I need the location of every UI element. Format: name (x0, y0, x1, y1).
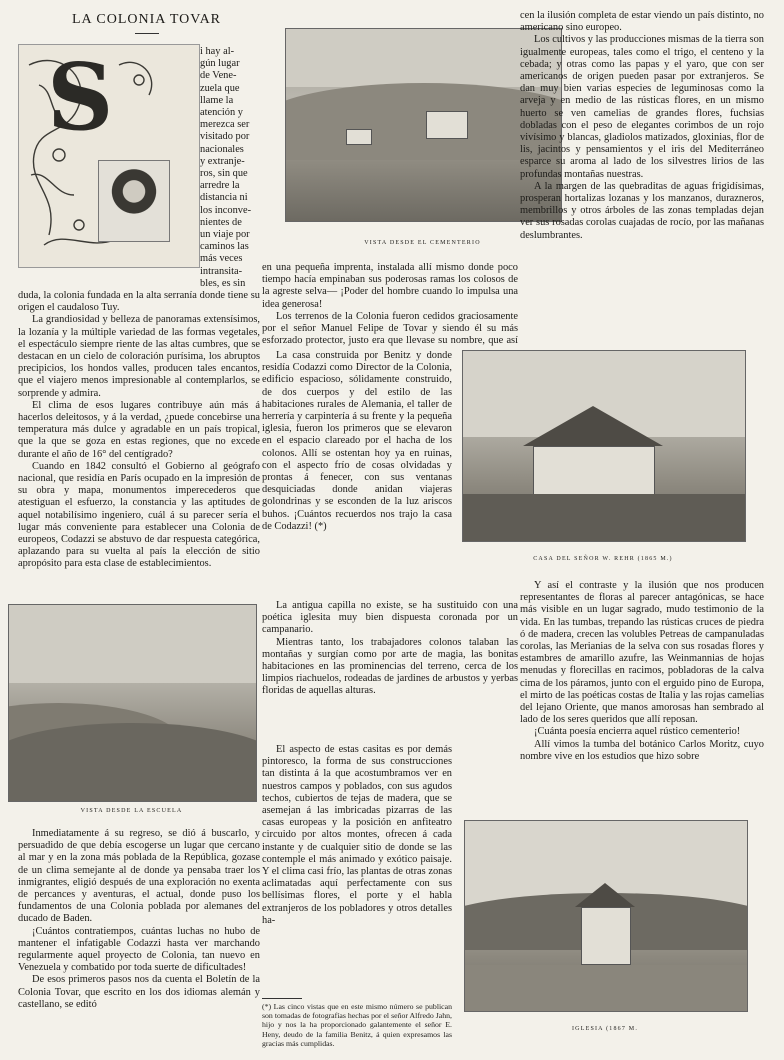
paragraph: cen la ilusión completa de estar viendo un país distinto, no americano sino europeo. (520, 10, 764, 34)
column-1-upper (18, 290, 260, 594)
column-1-lower (18, 828, 260, 1056)
dropcap-text-line: zuela que (200, 82, 240, 94)
dropcap-text-line: de Vene- (200, 70, 237, 82)
paragraph: El clima de esos lugares contribuye aún más á hacerlos deleitosos, y á la verdad, ¿puede concebirse una temperatura más dulce y agradable en un país tropical, que la que se goza en estas regiones, que no excede durante el año de 16° del centígrado? (18, 399, 260, 460)
title-rule (135, 33, 159, 34)
paragraph: ¡Cuánta poesía encierra aquel rústico cementerio! (534, 726, 741, 738)
caption-escuela: VISTA DESDE LA ESCUELA (80, 808, 183, 814)
paragraph: La grandiosidad y belleza de panoramas extensísimos, la lozanía y la múltiple variedad de las formas vegetales, el espectáculo siempre riente de las altas cumbres, que se destacan en un cielo de coloración purísima, los abruptos precipicios, los hondos valles, producen tales encantos, que el viajero menos impresionable al contemplarlos, se sorprende y admira. (18, 314, 260, 399)
dropcap-text-line: más veces (200, 253, 243, 265)
dropcap-text-line: un viaje por (200, 229, 250, 241)
paragraph: El aspecto de estas casitas es por demás pintoresco, la forma de sus construcciones tan distinta á la que acostumbramos ver en nuestros campos y poblados, con sus agudos techos, cubiertos de tejas de madera, que se asemejan á las imbricadas pizarras de las casas europeas y la posición en anfiteatro circuido por altos montes, ofrecen á cada instante y de cualquier sitio de donde se las contemple el más animado y exótico paisaje. Y el clima casi frío, las plantas de otras zonas aclimatadas aquí perfectamente con sus bellísimas flores, el porte y el habla extranjeros de los pobladores y otros detalles ha- (262, 744, 452, 926)
dropcap-text-line: ros, sin que (200, 168, 248, 180)
paragraph: Inmediatamente á su regreso, se dió á buscarlo, y persuadido de que debía escogerse un lugar que cercano al mar y en la zona más poblada de la República, gozase de un clima semejante al de donde ya pensaba traer los inmigrantes, eligió después de una exploración no exenta de percances y aventuras, el actual, donde puso los fundamentos de una Colonia poblada por alemanes del ducado de Baden. (18, 828, 260, 925)
footnote: (*) Las cinco vistas que en este mismo número se publican son tomadas de fotografías hechas por el señor Alfredo Jahn, hijo y nos la ha proporcionado galantemente el señor E. Heny, deudo de la familia Benitz, á quien expresamos las gracias más cumplidas. (262, 1002, 452, 1048)
column-2-upper (262, 262, 518, 348)
paragraph: Los terrenos de la Colonia fueron cedidos graciosamente por el señor Manuel Felipe de Tovar y siendo él su más esforzado protector, justo era que llevase su nombre, que así (262, 310, 518, 347)
dropcap-text-line: arredre la (200, 180, 240, 192)
dropcap-text-line: llame la (200, 94, 234, 106)
caption-cementerio: VISTA DESDE EL CEMENTERIO (364, 240, 481, 246)
dropcap-text-line: intransita- (200, 265, 243, 277)
paragraph: La casa construida por Benitz y donde residía Codazzi como Director de la Colonia, edificio espacioso, sólidamente construido, de dos cuerpos y del estilo de las habitaciones rurales de Alemania, el taller de herrería y carpintería á su frente y la pequeña iglesia, fueron los primeros que se elevaron en el espacio clareado por el hacha de los colonos. Allí se ostentan hoy ya en ruinas, con el aspecto frío de cosas olvidadas y prontas á fenecer, con sus ventanas desquiciadas donde anidan viajeras golondrinas y se esconden de la luz ariscos buhos. ¡Cuántos recuerdos nos trajo la casa de Codazzi! (*) (262, 350, 452, 532)
dropcap-text-line: nacionales (200, 143, 244, 155)
caption-rehr: CASA DEL SEÑOR W. REHR (1865 M.) (533, 556, 673, 562)
paragraph: ¡Cuántos contratiempos, cuántas luchas no hubo de mantener el infatigable Codazzi hasta ver marchando regularmente aquel proyecto de Colonia, tan nuevo en Venezuela y combatido por toda suerte de dificultades! (18, 925, 260, 974)
column-3-middle (520, 580, 764, 816)
footnote-rule (262, 998, 302, 999)
column-2-bottom (262, 744, 452, 994)
dropcap-text-line: caminos las (200, 241, 249, 253)
photo-casa-rehr (462, 350, 746, 542)
dropcap-text-line: y extranje- (200, 155, 245, 167)
dropcap-text-line: gún lugar (200, 58, 240, 70)
article-title: LA COLONIA TOVAR (72, 12, 222, 27)
dropcap-side-text (200, 46, 260, 290)
paragraph: A la margen de las quebraditas de aguas frigidísimas, prosperan hortalizas lozanas y los manzanos, durazneros, membrillos y otros árboles de las zonas templadas dejan ver sus rosadas corolas cuajadas de rocío, por las mañanas deslumbrantes. (520, 180, 764, 241)
dropcap-letter: S (47, 44, 114, 151)
column-2-middle (262, 350, 452, 600)
portrait-engraving (98, 160, 170, 242)
dropcap-text-line: los inconve- (200, 204, 252, 216)
dropcap-text-line: atención y (200, 107, 243, 119)
dropcap-text-line: merezca ser (200, 119, 250, 131)
caption-iglesia: IGLESIA (1867 M. (571, 1026, 639, 1032)
paragraph: Cuando en 1842 consultó el Gobierno al geógrafo nacional, que residía en París ocupado en la impresión de su obra y mapa, monumentos imperecederos que atestiguan el esfuerzo, la constancia y las aptitudes de aquel notabilísimo ingeniero, cuál á su parecer sería el lugar más conveniente para establecer una Colonia de europeos, Codazzi se abstuvo de dar respuesta categórica, aplazando para su vuelta al país la elección de sitio apropósito para esta clase de establecimientos. (18, 460, 260, 570)
dropcap-text-line: distancia ni (200, 192, 248, 204)
paragraph: Y así el contraste y la ilusión que nos producen representantes de floras al parecer antagónicas, se hace más visible en un lugar sagrado, mudo testimonio de la vida. En las tumbas, trepando las rústicas cruces de piedra ó de madera, crecen las volubles Petreas de campanuladas corolas, las Merianias de la selva con sus rosadas flores y estambres de amarillo azufre, las Weinmannias de hojas menudas y florecillas en racimos, pobladoras de la calva cima de los páramos, junto con el erguido pino de Europa, el mirto de las poéticas costas de Italia y las rojas camelias del lejano Oriente, que manos amorosas han sembrado al lado de los seres queridos que allí reposan. (520, 580, 764, 726)
paragraph: La antigua capilla no existe, se ha sustituido con una poética iglesita muy bien dispuesta coronada por un campanario. (262, 600, 518, 636)
paragraph: en una pequeña imprenta, instalada allí mismo donde poco tiempo hacía empinaban sus poderosas ramas los colosos de la agreste selva— ¡Poder del hombre cuando lo impulsa una idea generosa! (262, 262, 518, 310)
photo-iglesia (464, 820, 748, 1012)
dropcap-text-line: i hay al- (200, 46, 235, 57)
column-3-upper (520, 10, 764, 334)
dropcap-text-line: visitado por (200, 131, 250, 143)
dropcap-text-line: bles, es sin (200, 277, 246, 289)
paragraph: Mientras tanto, los trabajadores colonos talaban las montañas y surgían como por arte de magia, las bonitas habitaciones en las prominencias del terreno, cerca de los limpios riachuelos, rodeadas de jardines de arbustos y yerbas floridas de aquellas alturas. (262, 636, 518, 697)
paragraph: De esos primeros pasos nos da cuenta el Boletín de la Colonia Tovar, que escrito en los dos idiomas alemán y castellano, se editó (18, 974, 260, 1010)
photo-vista-escuela (8, 604, 257, 802)
dropcap-text-line: nientes de (200, 216, 242, 228)
paragraph: Allí vimos la tumba del botánico Carlos Moritz, cuyo nombre vive en los estudios que hizo sobre (520, 738, 764, 762)
paragraph: Los cultivos y las producciones mismas de la tierra son igualmente europeas, tales como el trigo, el centeno y la cebada; y otras como las papas y el yaro, que con ser americanos de origen pueden pasar por extranjeros. Se dan muy bien varias especies de leguminosas como la arveja y en medio de las rústicas flores, en un mismo huerto se ven camelias de grandes flores, fuchsias dobladas con el peso de elegantes corimbos de un rojo vivísimo y blancas, gladiolos matizados, gloxinias, flor de lis, jacintos y pensamientos y el iris del Mediterráneo esparce su aroma al lado de los silvestres lirios de las profundas montañas nuestras. (520, 34, 764, 180)
paragraph: duda, la colonia fundada en la alta serranía donde tiene su origen el caudaloso Tuy. (18, 290, 260, 314)
